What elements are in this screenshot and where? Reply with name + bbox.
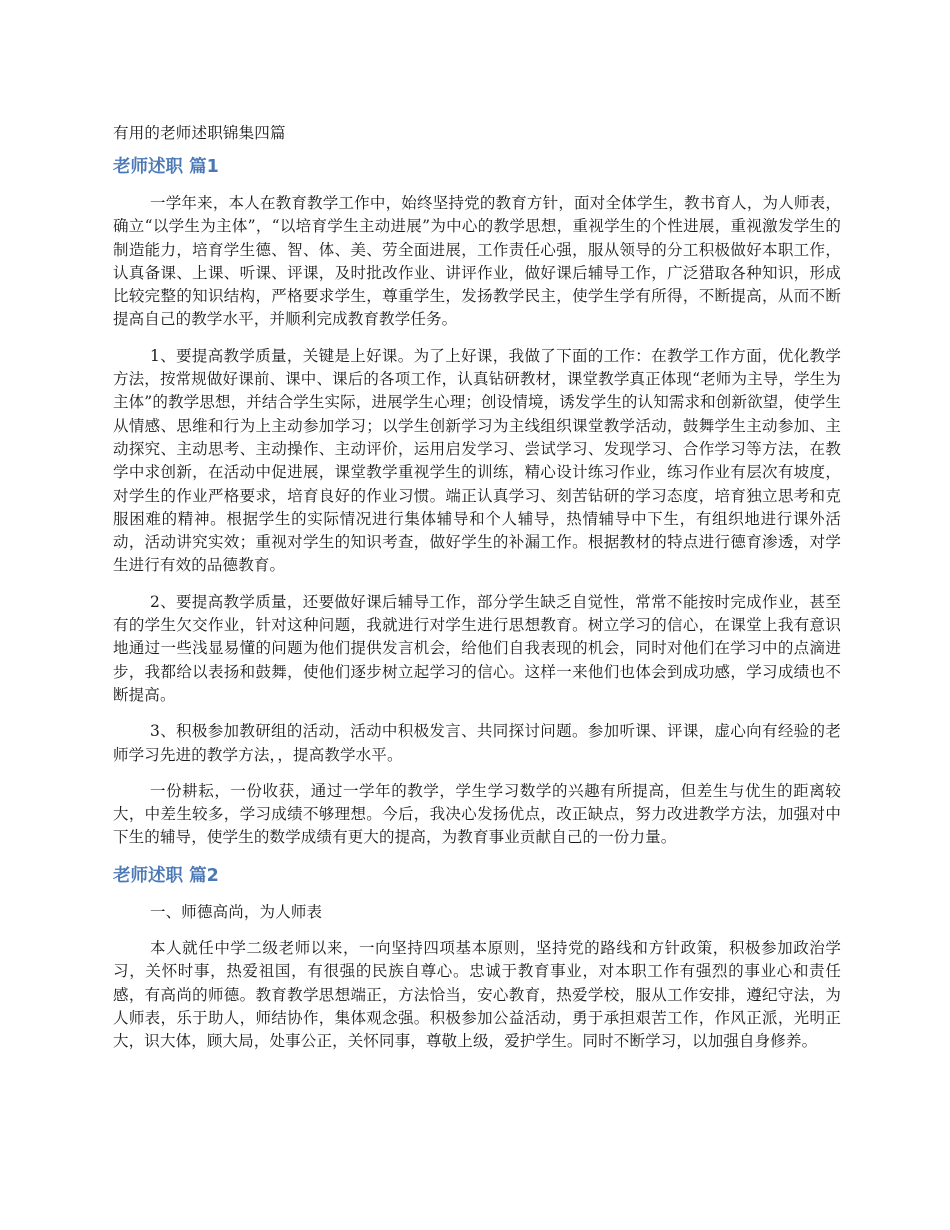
paragraph: 3、积极参加教研组的活动，活动中积极发言、共同探讨问题。参加听课、评课，虚心向有经验的老师学习先进的教学方法，，提高教学水平。 <box>113 722 841 764</box>
paragraph: 2、要提高教学质量，还要做好课后辅导工作，部分学生缺乏自觉性，常常不能按时完成作业，甚至有的学生欠交作业，针对这种问题，我就进行对学生进行思想教育。树立学习的信心，在课堂上我有意识地通过一些浅显易懂的问题为他们提供发言机会，给他们自我表现的机会，同时对他们在学习中的点滴进步，我都给以表扬和鼓舞，使他们逐步树立起学习的信心。这样一来他们也体会到成功感，学习成绩也不断提高。 <box>113 592 841 704</box>
paragraph: 本人就任中学二级老师以来，一向坚持四项基本原则，坚持党的路线和方针政策，积极参加政治学习，关怀时事，热爱祖国，有很强的民族自尊心。忠诚于教育事业，对本职工作有强烈的事业心和责任感，有高尚的师德。教育教学思想端正，方法恰当，安心教育，热爱学校，服从工作安排，遵纪守法，为人师表，乐于助人，师结协作，集体观念强。积极参加公益活动，勇于承担艰苦工作，作风正派，光明正大，识大体，顾大局，处事公正，关怀同事，尊敬上级，爱护学生。同时不断学习，以加强自身修养。 <box>113 939 841 1051</box>
section-heading: 老师述职 篇1 <box>113 157 219 177</box>
section-1 <box>113 154 841 850</box>
paragraph: 一学年来，本人在教育教学工作中，始终坚持党的教育方针，面对全体学生，教书育人，为人师表，确立“以学生为主体”，“以培育学生主动进展”为中心的教学思想，重视学生的个性进展，重视激发学生的制造能力，培育学生德、智、体、美、劳全面进展，工作责任心强，服从领导的分工积极做好本职工作，认真备课、上课、听课、评课，及时批改作业、讲评作业，做好课后辅导工作，广泛猎取各种知识，形成比较完整的知识结构，严格要求学生，尊重学生，发扬教学民主，使学生学有所得，不断提高，从而不断提高自己的教学水平，并顺利完成教育教学任务。 <box>113 194 841 329</box>
document-title: 有用的老师述职锦集四篇 <box>113 124 286 142</box>
paragraph-subheading: 一、师德高尚，为人师表 <box>150 902 323 921</box>
section-2 <box>113 863 841 1054</box>
section-heading: 老师述职 篇2 <box>113 865 219 886</box>
paragraph: 1、要提高教学质量，关键是上好课。为了上好课，我做了下面的工作：在教学工作方面，优化教学方法，按常规做好课前、课中、课后的各项工作，认真钻研教材，课堂教学真正体现“老师为主导，学生为主体”的教学思想，并结合学生实际，进展学生心理；创设情境，诱发学生的认知需求和创新欲望，使学生从情感、思维和行为上主动参加学习；以学生创新学习为主线组织课堂教学活动，鼓舞学生主动参加、主动探究、主动思考、主动操作、主动评价，运用启发学习、尝试学习、发现学习、合作学习等方法，在教学中求创新，在活动中促进展，课堂教学重视学生的训练，精心设计练习作业，练习作业有层次有坡度，对学生的作业严格要求，培育良好的作业习惯。端正认真学习、刻苦钻研的学习态度，培育独立思考和克服困难的精神。根据学生的实际情况进行集体辅导和个人辅导，热情辅导中下生，有组织地进行课外活动，活动讲究实效；重视对学生的知识考查，做好学生的补漏工作。根据教材的特点进行德育渗透，对学生进行有效的品德教育。 <box>113 346 841 575</box>
paragraph: 一份耕耘，一份收获，通过一学年的教学，学生学习数学的兴趣有所提高，但差生与优生的距离较大，中差生较多，学习成绩不够理想。今后，我决心发扬优点，改正缺点，努力改进教学方法，加强对中下生的辅导，使学生的数学成绩有更大的提高，为教育事业贡献自己的一份力量。 <box>113 781 841 847</box>
document-page <box>113 120 841 1067</box>
